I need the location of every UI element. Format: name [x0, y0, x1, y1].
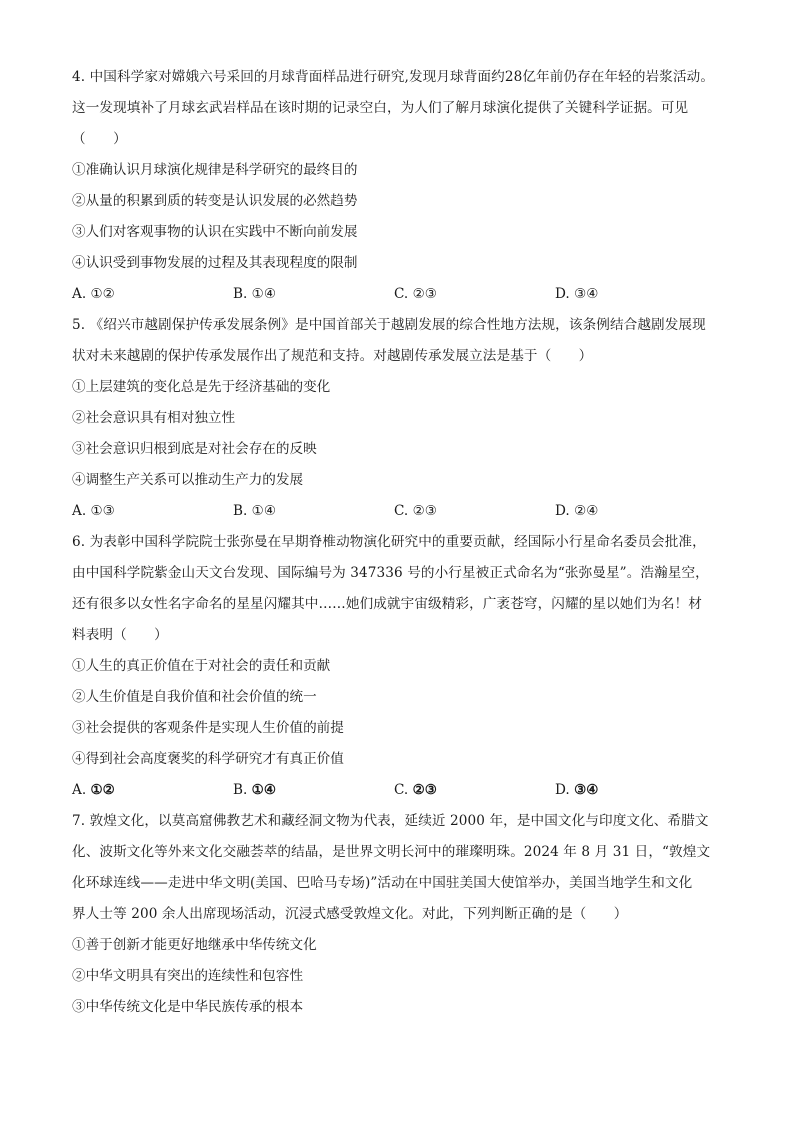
question-4-stem-line-3: （ ）	[72, 131, 127, 147]
choice-label: C.	[394, 286, 413, 302]
question-4-choice-c[interactable]	[394, 279, 555, 310]
choice-value: ②④	[574, 503, 599, 519]
choice-value: ②③	[412, 286, 437, 302]
choice-label: B.	[233, 286, 252, 302]
question-4-choice-a[interactable]	[72, 279, 233, 310]
question-5	[72, 310, 752, 527]
question-6-option-4: ④得到社会高度褒奖的科学研究才有真正价值	[72, 751, 344, 767]
question-7-stem-line-1: 7. 敦煌文化，以莫高窟佛教艺术和藏经洞文物为代表，延续近 2000 年，是中国文化与印度文化、希腊文	[72, 813, 709, 829]
question-5-choice-a[interactable]	[72, 496, 233, 527]
question-7	[72, 806, 752, 1023]
choice-value: ①④	[251, 782, 277, 798]
question-4-choice-d[interactable]	[555, 279, 716, 310]
question-4-choices	[72, 279, 752, 310]
choice-label: C.	[394, 503, 413, 519]
question-4-option-1: ①准确认识月球演化规律是科学研究的最终目的	[72, 162, 358, 178]
question-5-choice-c[interactable]	[394, 496, 555, 527]
question-6	[72, 527, 752, 806]
question-5-choices	[72, 496, 752, 527]
choice-label: C.	[394, 782, 413, 798]
question-7-option-2: ②中华文明具有突出的连续性和包容性	[72, 968, 304, 984]
question-5-choice-d[interactable]	[555, 496, 716, 527]
question-5-choice-b[interactable]	[233, 496, 394, 527]
question-5-option-3: ③社会意识归根到底是对社会存在的反映	[72, 441, 317, 457]
choice-value: ③④	[574, 286, 599, 302]
question-6-stem-line-1: 6. 为表彰中国科学院院士张弥曼在早期脊椎动物演化研究中的重要贡献，经国际小行星命名委员会批准，	[72, 534, 706, 550]
question-5-option-2: ②社会意识具有相对独立性	[72, 410, 236, 426]
choice-value: ②③	[412, 782, 437, 798]
choice-value: ①②	[90, 782, 115, 798]
choice-label: A.	[72, 503, 91, 519]
question-6-option-3: ③社会提供的客观条件是实现人生价值的前提	[72, 720, 344, 736]
exam-page	[72, 62, 752, 1023]
choice-label: D.	[555, 286, 575, 302]
choice-value: ③④	[574, 782, 599, 798]
choice-value: ①②	[90, 286, 115, 302]
choice-label: A.	[72, 286, 91, 302]
question-5-stem-line-2: 状对未来越剧的保护传承发展作出了规范和支持。对越剧传承发展立法是基于（ ）	[72, 348, 593, 364]
question-6-option-2: ②人生价值是自我价值和社会价值的统一	[72, 689, 317, 705]
choice-label: D.	[555, 782, 575, 798]
question-5-option-1: ①上层建筑的变化总是先于经济基础的变化	[72, 379, 331, 395]
choice-label: A.	[72, 782, 91, 798]
question-4-option-4: ④认识受到事物发展的过程及其表现程度的限制	[72, 255, 358, 271]
choice-value: ①④	[251, 286, 277, 302]
question-6-choices	[72, 775, 752, 806]
question-7-option-3: ③中华传统文化是中华民族传承的根本	[72, 999, 304, 1015]
question-7-stem-line-3: 化环球连线——走进中华文明(美国、巴哈马专场)”活动在中国驻美国大使馆举办，美国当地学生和文化	[72, 875, 693, 891]
question-6-stem-line-4: 料表明（ ）	[72, 627, 168, 643]
question-7-option-1: ①善于创新才能更好地继承中华传统文化	[72, 937, 317, 953]
question-6-option-1: ①人生的真正价值在于对社会的责任和贡献	[72, 658, 331, 674]
choice-value: ①③	[90, 503, 115, 519]
question-4-stem-line-1: 4. 中国科学家对嫦娥六号采回的月球背面样品进行研究,发现月球背面约28亿年前仍存在年轻的岩浆活动。	[72, 69, 715, 85]
question-6-stem-line-2: 由中国科学院紫金山天文台发现、国际编号为 347336 号的小行星被正式命名为“张弥曼星”。浩瀚星空，	[72, 565, 709, 581]
choice-label: B.	[233, 503, 252, 519]
choice-value: ①④	[251, 503, 277, 519]
question-4-option-2: ②从量的积累到质的转变是认识发展的必然趋势	[72, 193, 358, 209]
question-6-stem-line-3: 还有很多以女性名字命名的星星闪耀其中……她们成就宇宙级精彩，广袤苍穹，闪耀的星以她们为名！材	[72, 596, 702, 612]
choice-value: ②③	[412, 503, 437, 519]
question-6-choice-b[interactable]	[233, 775, 394, 806]
question-5-stem-line-1: 5. 《绍兴市越剧保护传承发展条例》是中国首部关于越剧发展的综合性地方法规，该条例结合越剧发展现	[72, 317, 706, 333]
question-7-stem-line-2: 化、波斯文化等外来文化交融荟萃的结晶，是世界文明长河中的璀璨明珠。2024 年 8 月 31 日，“敦煌文	[72, 844, 711, 860]
choice-label: B.	[233, 782, 252, 798]
question-4	[72, 62, 752, 310]
question-4-option-3: ③人们对客观事物的认识在实践中不断向前发展	[72, 224, 358, 240]
question-6-choice-c[interactable]	[394, 775, 555, 806]
question-6-choice-a[interactable]	[72, 775, 233, 806]
choice-label: D.	[555, 503, 575, 519]
question-7-stem-line-4: 界人士等 200 余人出席现场活动，沉浸式感受敦煌文化。对此，下列判断正确的是（ ）	[72, 906, 628, 922]
question-4-choice-b[interactable]	[233, 279, 394, 310]
question-6-choice-d[interactable]	[555, 775, 716, 806]
question-5-option-4: ④调整生产关系可以推动生产力的发展	[72, 472, 304, 488]
question-4-stem-line-2: 这一发现填补了月球玄武岩样品在该时期的记录空白，为人们了解月球演化提供了关键科学证据。可见	[72, 100, 689, 116]
